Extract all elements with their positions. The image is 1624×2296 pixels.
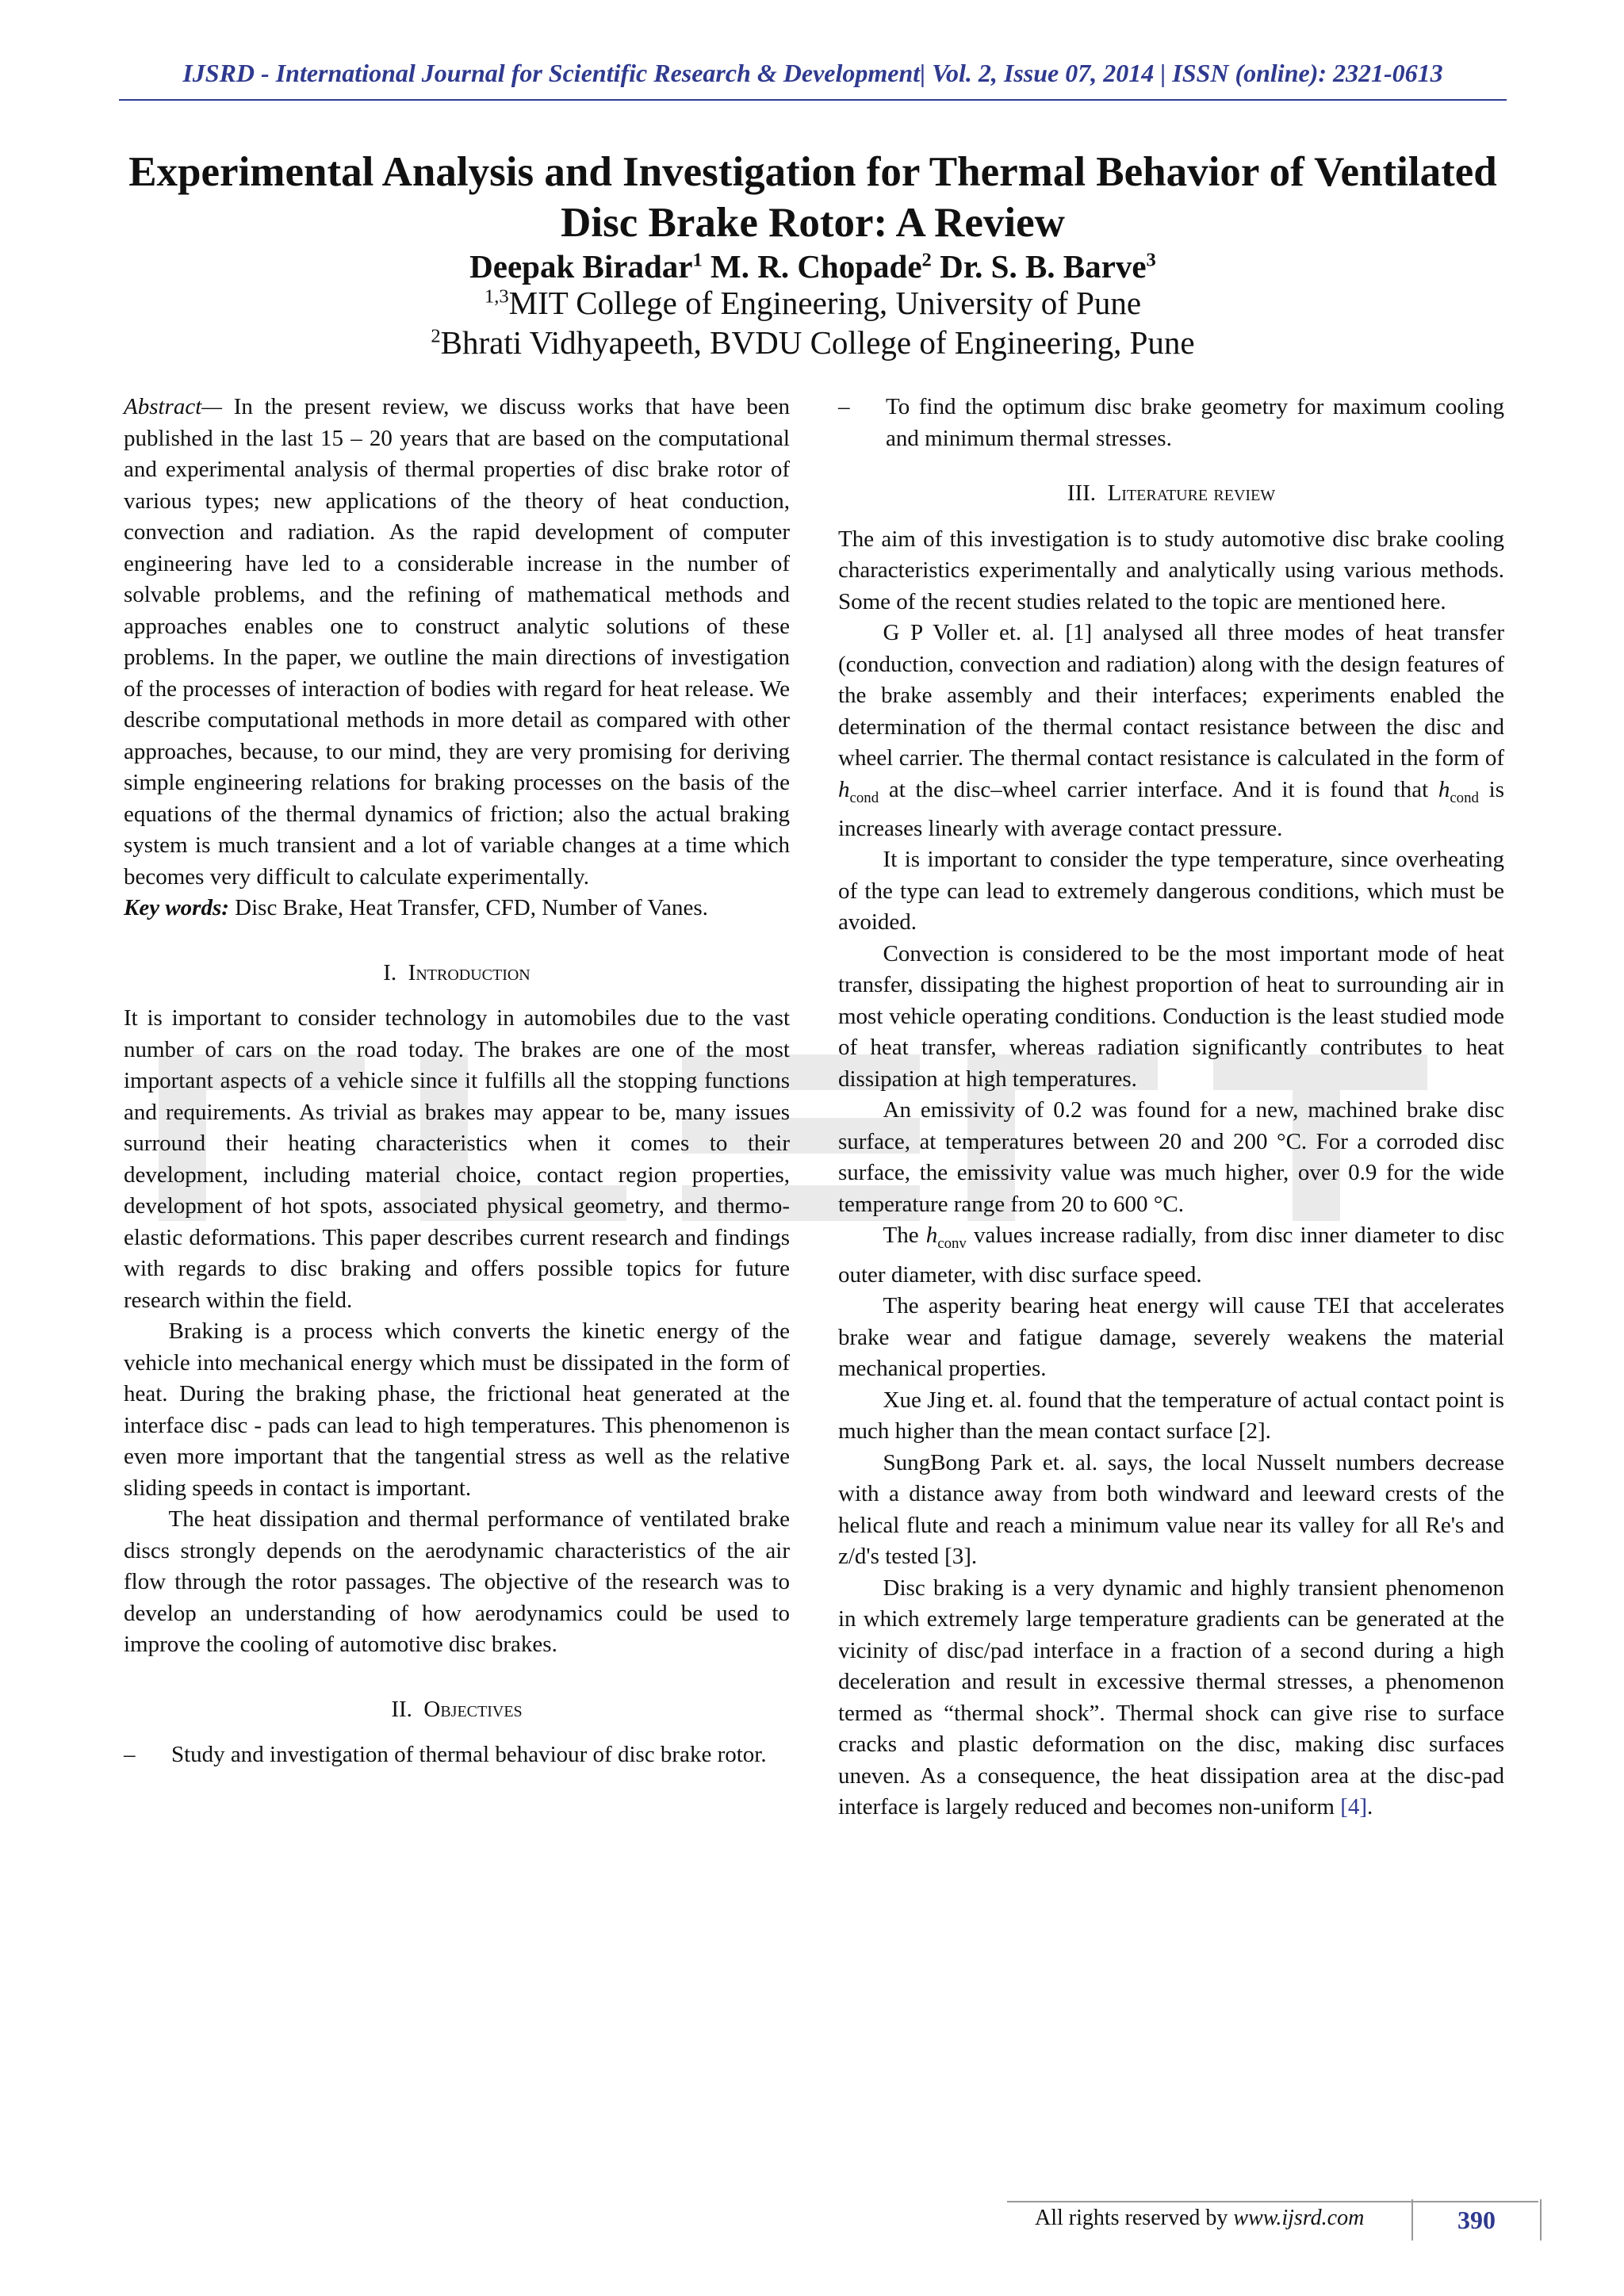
text-run: G P Voller et. al. [1] analysed all three modes of heat transfer (conduction, convection and radiation) along with the design features of the brake assembly and their interfaces; experiments enabled the determination of the thermal contact resistance between the disc and wheel carrier. The thermal contact resistance is calculated in the form of: [838, 620, 1504, 771]
subscript: cond: [1450, 789, 1479, 806]
page-number: 390: [1411, 2199, 1542, 2241]
paragraph: It is important to consider technology in automobiles due to the vast number of cars on the road today. The brakes are one of the most important aspects of a vehicle since it fulfills all the stopping functions and requirements. As trivial as brakes may appear to be, many issues surround their heating characteristics when it comes to their development, including material choice, contact region properties, development of hot spots, associated physical geometry, and thermo-elastic deformations. This paper describes current research and findings with regards to disc braking and offers possible topics for future research within the field.: [124, 1005, 790, 1313]
paragraph: [838, 618, 1504, 844]
author-sup: 2: [921, 249, 932, 271]
author-name: Deepak Biradar: [469, 248, 693, 285]
paragraph: The heat dissipation and thermal performance of ventilated brake discs strongly depends on the aerodynamic characteristics of the air flow through the rotor passages. The objective of the research was to develop an understanding of how aerodynamics could be used to improve the cooling of automotive disc brakes.: [124, 1506, 790, 1657]
affiliation-text: Bhrati Vidhyapeeth, BVDU College of Engineering, Pune: [440, 324, 1195, 361]
bullet-mark: –: [838, 394, 850, 419]
text-run: values increase radially, from disc inner diameter to disc outer diameter, with disc surface speed.: [838, 1223, 1504, 1288]
section-title: Introduction: [408, 959, 530, 985]
paragraph: Braking is a process which converts the kinetic energy of the vehicle into mechanical energy which must be dissipated in the form of heat. During the braking phase, the frictional heat generated at the interface disc - pads can lead to high temperatures. This phenomenon is even more important that the tangential stress as well as the relative sliding speeds in contact is important.: [124, 1318, 790, 1501]
paragraph: [838, 1220, 1504, 1291]
paragraph: The aim of this investigation is to study automotive disc brake cooling characteristics experimentally and analytically using various methods. Some of the recent studies related to the topic are mentioned here.: [838, 526, 1504, 614]
text-run: Disc braking is a very dynamic and highly transient phenomenon in which extremely large temperature gradients can be generated at the vicinity of disc/pad interface in a fraction of a second during a high deceleration and result in excessive thermal stresses, a phenomenon termed as “thermal shock”. Thermal shock can give rise to surface cracks and plastic deformation on the disc, making disc surfaces uneven. As a consequence, the heat dissipation area at the disc-pad interface is largely reduced and becomes non-uniform: [838, 1575, 1504, 1820]
citation-link[interactable]: [4]: [1340, 1794, 1368, 1820]
left-column: [124, 392, 790, 1771]
list-item-text: To find the optimum disc brake geometry for maximum cooling and minimum thermal stresses.: [886, 394, 1504, 451]
right-column: [838, 392, 1504, 1823]
header-rule: [119, 99, 1507, 101]
affiliation-sup: 1,3: [484, 285, 509, 308]
abstract-label: Abstract—: [124, 394, 223, 419]
affiliation-sup: 2: [431, 325, 441, 347]
section-heading: [124, 958, 790, 989]
paragraph: [838, 1573, 1504, 1823]
section-number: I.: [383, 959, 397, 985]
symbol: h: [838, 776, 850, 802]
footer-rights: [1035, 2206, 1364, 2231]
abstract-text: In the present review, we discuss works that have been published in the last 15 – 20 years that are based on the computational and experimental analysis of thermal properties of disc brake rotor of various types; new applications of the theory of heat conduction, convection and radiation. As the rapid development of computer engineering have led to a considerable increase in the number of solvable problems, and the refining of mathematical methods and approaches enables one to construct analytic solutions of these problems. In the paper, we outline the main directions of investigation of the processes of interaction of bodies with regard for heat release. We describe computational methods in more detail as compared with other approaches, because, to our mind, they are very promising for deriving simple engineering relations for braking processes on the basis of the equations of the thermal dynamics of friction; also the actual braking system is much transient and a lot of variable changes at a time which becomes very difficult to calculate experimentally.: [124, 394, 790, 890]
affiliation-text: MIT College of Engineering, University of Pune: [508, 285, 1142, 321]
affiliation: [119, 323, 1507, 362]
text-run: at the disc–wheel carrier interface. And it is found that: [879, 776, 1438, 802]
keywords-label: Key words:: [124, 895, 229, 920]
text-run: .: [1367, 1794, 1373, 1820]
symbol: h: [1438, 776, 1450, 802]
list-item: [124, 1739, 790, 1771]
paragraph: SungBong Park et. al. says, the local Nusselt numbers decrease with a distance away from both windward and leeward crests of the helical flute and reach a minimum value near its valley for all Re's and z/d's tested [3].: [838, 1449, 1504, 1570]
author-name: Dr. S. B. Barve: [940, 248, 1147, 285]
section-heading: [124, 1694, 790, 1726]
author-sup: 3: [1146, 249, 1156, 271]
text-run: is increases linearly with average contact pressure.: [838, 776, 1504, 841]
paragraph: An emissivity of 0.2 was found for a new, machined brake disc surface, at temperatures between 20 and 200 °C. For a corroded disc surface, the emissivity value was much higher, over 0.9 for the wide temperature range from 20 to 600 °C.: [838, 1097, 1504, 1217]
author-sup: 1: [692, 249, 703, 271]
section-heading: [838, 478, 1504, 510]
section-number: II.: [391, 1696, 412, 1722]
subscript: cond: [849, 789, 879, 806]
subscript: conv: [937, 1235, 967, 1253]
paragraph: Convection is considered to be the most important mode of heat transfer, dissipating the highest proportion of heat to surrounding air in most vehicle operating conditions. Conduction is the least studied mode of heat transfer, whereas radiation significantly contributes to heat dissipation at high temperatures.: [838, 940, 1504, 1092]
section-title: Literature review: [1107, 480, 1276, 506]
paragraph: The asperity bearing heat energy will cause TEI that accelerates brake wear and fatigue damage, severely weakens the material mechanical properties.: [838, 1293, 1504, 1382]
paragraph: It is important to consider the type temperature, since overheating of the type can lead to extremely dangerous conditions, which must be avoided.: [838, 847, 1504, 936]
keywords-text: Disc Brake, Heat Transfer, CFD, Number of Vanes.: [228, 895, 708, 920]
paragraph: Xue Jing et. al. found that the temperature of actual contact point is much higher than the mean contact surface [2].: [838, 1387, 1504, 1445]
text-run: The: [883, 1223, 926, 1249]
keywords: [124, 893, 790, 924]
paper-title: Experimental Analysis and Investigation for Thermal Behavior of Ventilated Disc Brake Rotor: A Review: [128, 149, 1497, 246]
footer-site-link[interactable]: www.ijsrd.com: [1233, 2206, 1365, 2230]
author-list: [119, 247, 1507, 285]
list-item: [838, 392, 1504, 454]
affiliation: [119, 284, 1507, 322]
section-title: Objectives: [423, 1696, 523, 1722]
author-name: M. R. Chopade: [710, 248, 922, 285]
bullet-mark: –: [124, 1742, 136, 1767]
symbol: h: [925, 1223, 938, 1249]
footer-label: All rights reserved by: [1035, 2206, 1234, 2230]
list-item-text: Study and investigation of thermal behaviour of disc brake rotor.: [171, 1742, 767, 1767]
section-number: III.: [1067, 480, 1097, 506]
journal-header: IJSRD - International Journal for Scientific Research & Development| Vol. 2, Issue 07, 2014 | ISSN (online): 2321-0613: [182, 59, 1443, 87]
abstract: [124, 392, 790, 893]
